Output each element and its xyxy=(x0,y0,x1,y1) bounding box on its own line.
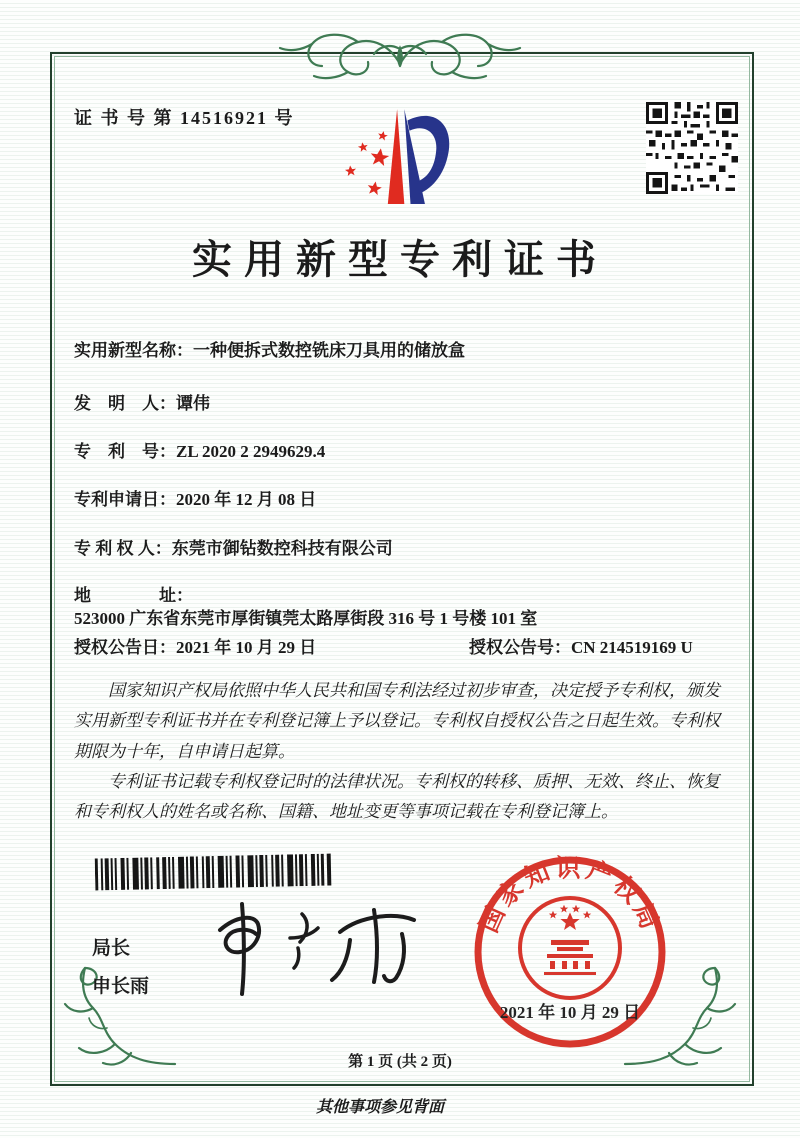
certificate-number: 证 书 号 第 14516921 号 xyxy=(74,108,295,128)
field-grant-number xyxy=(469,637,693,660)
field-label: 发 明 人： xyxy=(74,394,176,413)
field-value: 东莞市御钻数控科技有限公司 xyxy=(171,539,393,558)
legal-text xyxy=(74,676,732,827)
commissioner-title: 局长 xyxy=(92,938,131,959)
field-value: 2021 年 10 月 29 日 xyxy=(176,638,317,657)
field-grant-row xyxy=(74,637,734,660)
see-back-note: 其他事项参见背面 xyxy=(315,1099,444,1116)
seal-date: 2021 年 10 月 29 日 xyxy=(499,1003,641,1022)
field-label: 授权公告日： xyxy=(74,638,176,657)
certificate-title: 实用新型专利证书 xyxy=(192,237,608,282)
cnipa-logo-icon xyxy=(328,92,493,217)
qr-code-icon xyxy=(646,102,738,194)
field-value: 谭伟 xyxy=(176,394,210,413)
field-utility-model-name xyxy=(74,340,734,363)
commissioner-name: 申长雨 xyxy=(92,976,150,997)
field-value: 2020 年 12 月 08 日 xyxy=(176,490,317,509)
field-label: 专利申请日： xyxy=(74,490,176,509)
field-address xyxy=(74,585,734,631)
field-patentee xyxy=(74,538,734,561)
field-value: 523000 广东省东莞市厚街镇莞太路厚街段 316 号 1 号楼 101 室 xyxy=(74,608,538,628)
field-inventor xyxy=(74,393,734,416)
field-label: 实用新型名称： xyxy=(74,341,193,360)
legal-paragraph-2: 专利证书记载专利权登记时的法律状况。专利权的转移、质押、无效、终止、恢复和专利权人的姓名或名称、国籍、地址变更等事项记载在专利登记簿上。 xyxy=(74,771,720,821)
cnipa-official-seal xyxy=(466,852,674,1060)
commissioner-signature xyxy=(198,888,438,1003)
field-value: ZL 2020 2 2949629.4 xyxy=(176,442,326,461)
legal-paragraph-1: 国家知识产权局依照中华人民共和国专利法经过初步审查，决定授予专利权，颁发实用新型专利证书并在专利登记簿上予以登记。专利权自授权公告之日起生效。专利权期限为十年，自申请日起算。 xyxy=(74,681,720,761)
field-value: 一种便拆式数控铣床刀具用的储放盒 xyxy=(193,341,465,360)
barcode-icon xyxy=(95,854,334,891)
field-label: 地 址： xyxy=(74,586,193,605)
field-filing-date xyxy=(74,489,734,512)
field-label: 专 利 号： xyxy=(74,442,176,461)
field-label: 专 利 权 人： xyxy=(74,539,172,558)
page-number: 第 1 页 (共 2 页) xyxy=(348,1054,452,1070)
seal-agency-text: 国家知识产权局 xyxy=(475,855,665,937)
field-label: 授权公告号： xyxy=(469,638,571,657)
field-patent-number xyxy=(74,441,734,464)
top-border-ornament-icon xyxy=(278,24,522,86)
field-value: CN 214519169 U xyxy=(571,638,693,657)
